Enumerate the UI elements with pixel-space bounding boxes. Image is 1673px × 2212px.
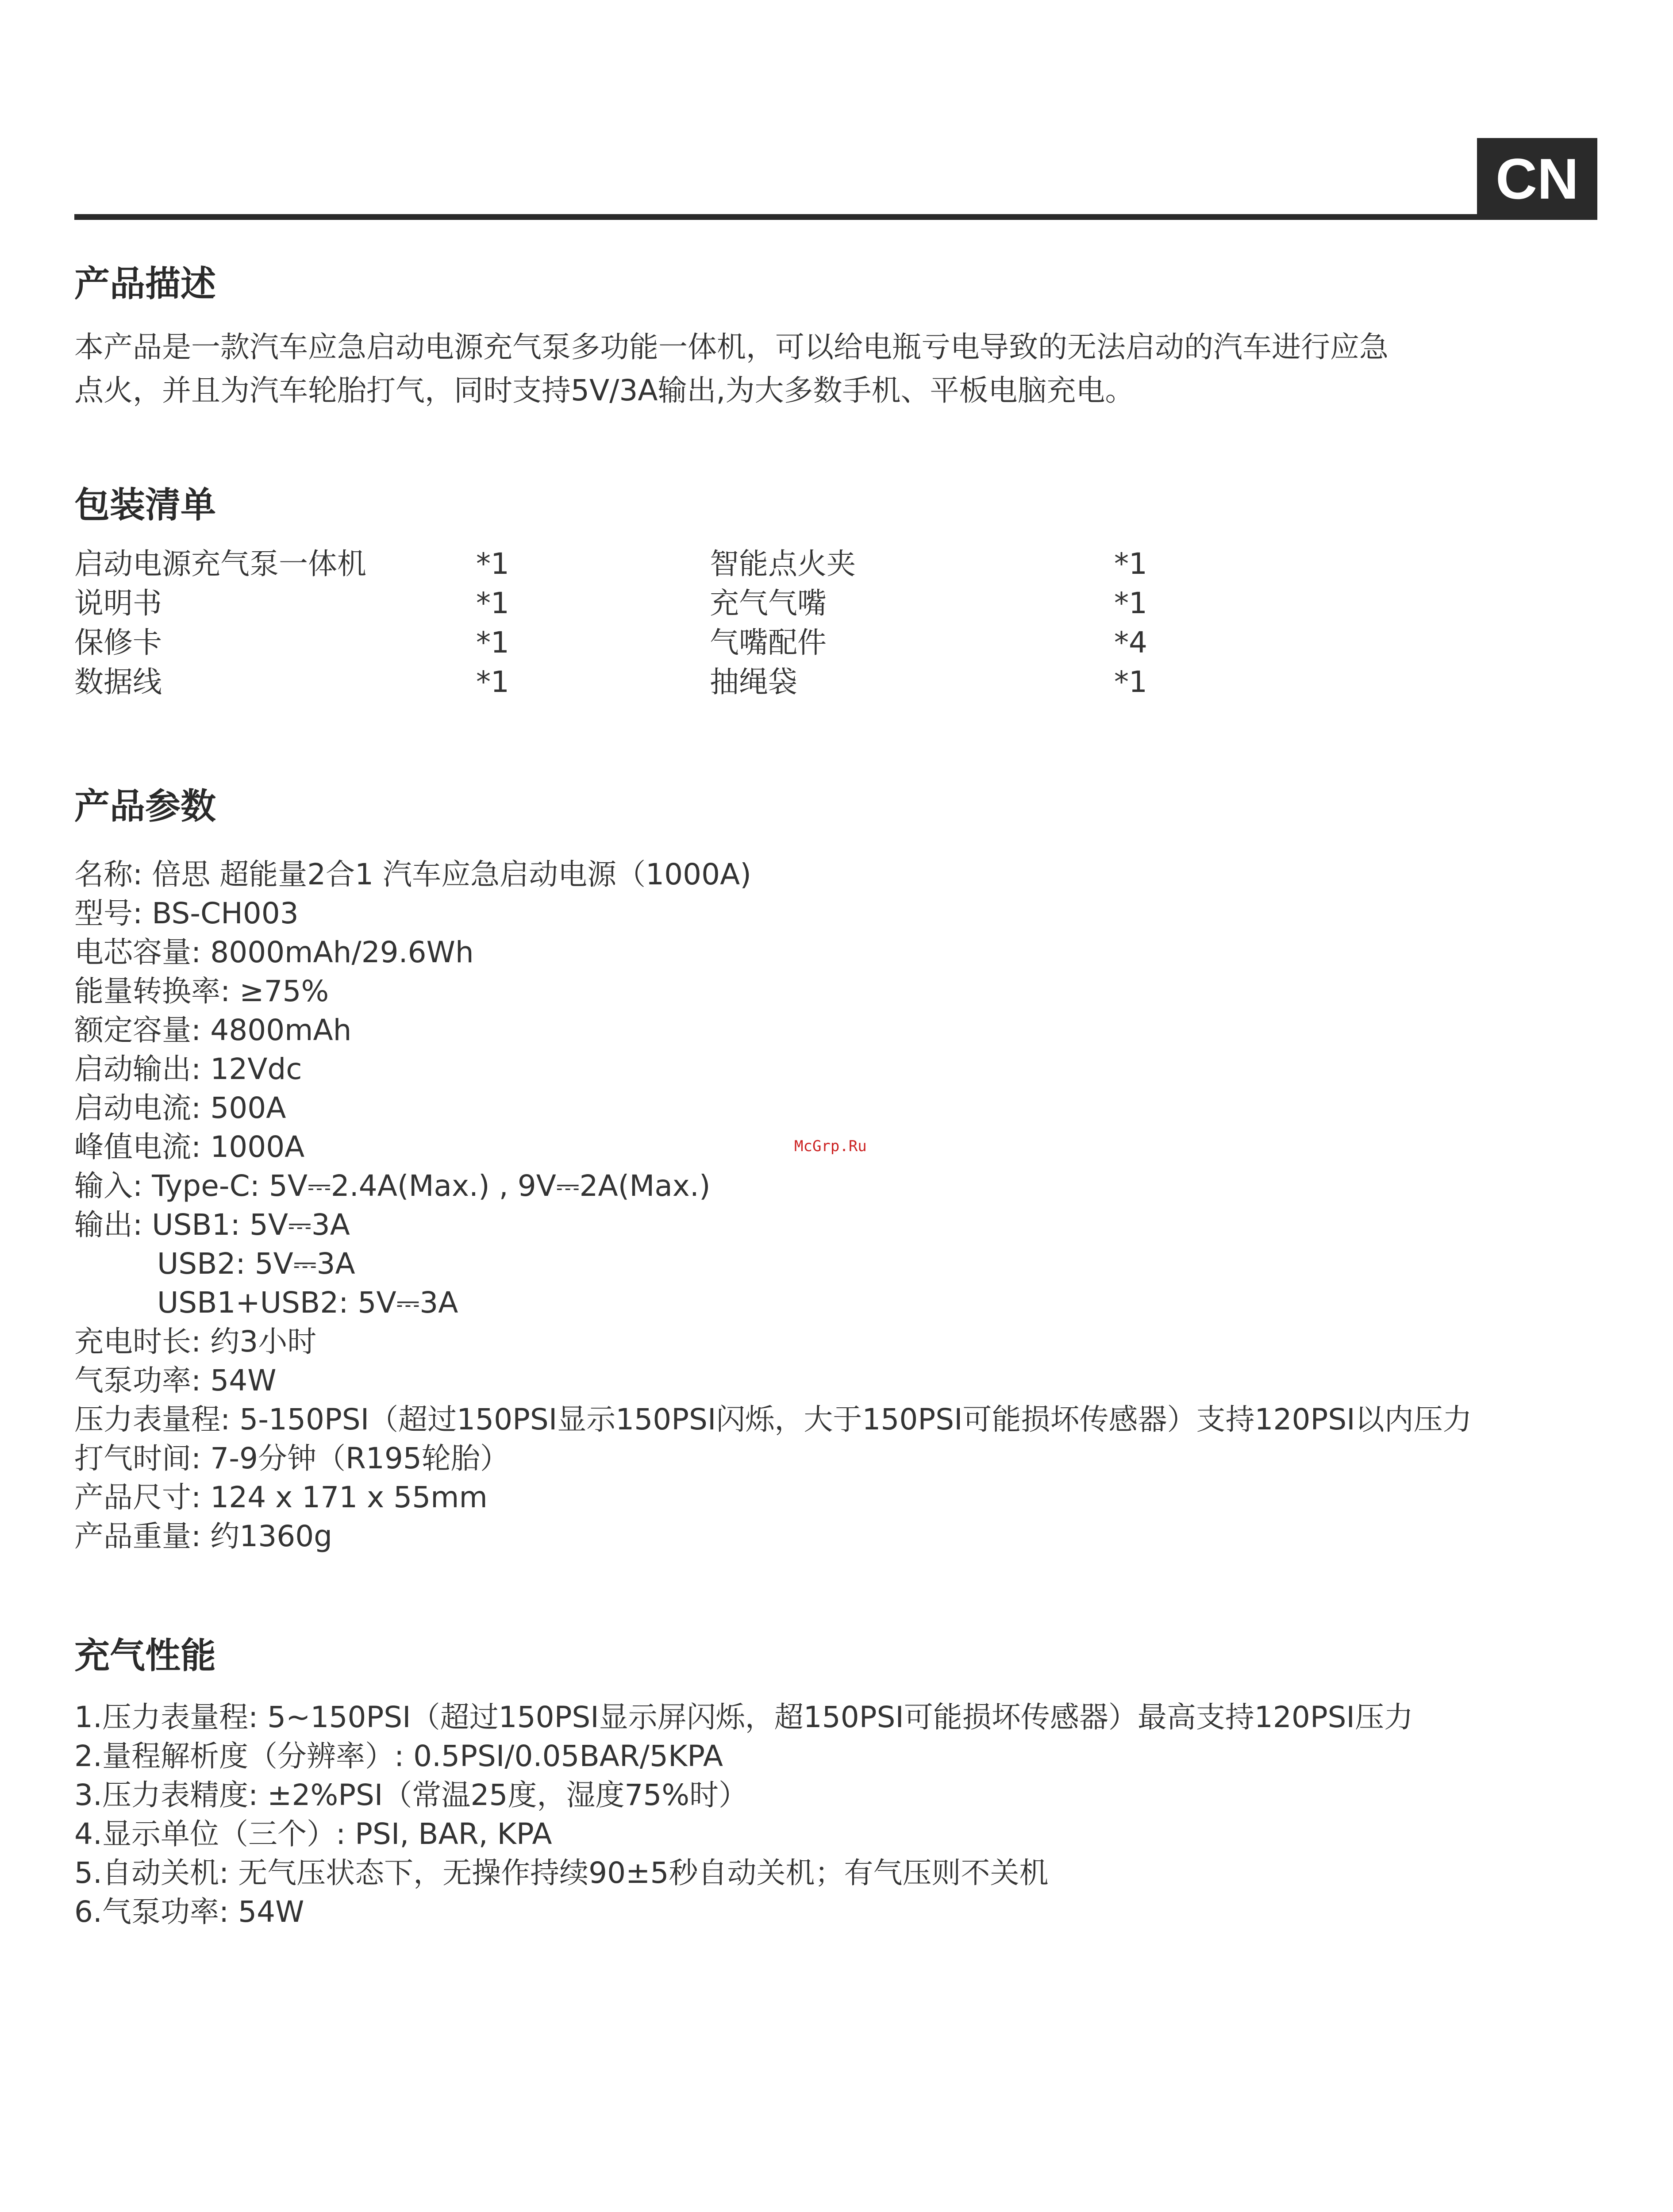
packing-qty: *1 — [476, 665, 509, 699]
packing-qty: *1 — [476, 547, 509, 581]
packing-item: 保修卡 — [74, 626, 162, 660]
inflation-line: 1.压力表量程: 5~150PSI（超过150PSI显示屏闪烁，超150PSI可能损坏传感器）最高支持120PSI压力 — [74, 1700, 1414, 1734]
packing-qty: *1 — [476, 586, 509, 620]
spec-line: USB2: 5V⎓3A — [157, 1247, 355, 1281]
spec-line: 打气时间: 7-9分钟（R195轮胎） — [74, 1441, 509, 1475]
inflation-line: 2.量程解析度（分辨率）: 0.5PSI/0.05BAR/5KPA — [74, 1739, 723, 1773]
spec-line: 峰值电流: 1000A — [74, 1130, 305, 1164]
spec-line: 启动电流: 500A — [74, 1091, 286, 1125]
spec-line: 型号: BS-CH003 — [74, 896, 299, 930]
spec-line: 额定容量: 4800mAh — [74, 1013, 352, 1047]
spec-line: 电芯容量: 8000mAh/29.6Wh — [74, 935, 474, 969]
spec-line: 启动输出: 12Vdc — [74, 1052, 302, 1086]
packing-heading: 包装清单 — [74, 484, 216, 526]
spec-line: USB1+USB2: 5V⎓3A — [157, 1286, 458, 1320]
spec-line: 气泵功率: 54W — [74, 1363, 277, 1398]
spec-line: 输出: USB1: 5V⎓3A — [74, 1208, 350, 1242]
spec-line: 输入: Type-C: 5V⎓2.4A(Max.) , 9V⎓2A(Max.) — [74, 1169, 711, 1203]
header-rule — [74, 214, 1481, 220]
spec-line: 产品尺寸: 124 x 171 x 55mm — [74, 1480, 488, 1514]
packing-item: 抽绳袋 — [710, 665, 797, 699]
spec-line: 名称: 倍思 超能量2合1 汽车应急启动电源（1000A) — [74, 857, 752, 891]
packing-item: 说明书 — [74, 586, 162, 620]
packing-qty: *1 — [1114, 665, 1147, 699]
spec-line: 产品重量: 约1360g — [74, 1519, 333, 1553]
language-badge: CN — [1477, 138, 1597, 220]
packing-qty: *1 — [476, 626, 509, 660]
inflation-line: 6.气泵功率: 54W — [74, 1895, 304, 1929]
specs-heading: 产品参数 — [74, 786, 216, 827]
packing-qty: *1 — [1114, 547, 1147, 581]
packing-item: 充气气嘴 — [710, 586, 827, 620]
packing-qty: *1 — [1114, 586, 1147, 620]
packing-item: 启动电源充气泵一体机 — [74, 547, 366, 581]
spec-line: 充电时长: 约3小时 — [74, 1325, 317, 1359]
description-heading: 产品描述 — [74, 263, 216, 304]
description-line-2: 点火，并且为汽车轮胎打气，同时支持5V/3A输出,为大多数手机、平板电脑充电。 — [74, 373, 1135, 407]
inflation-line: 3.压力表精度: ±2%PSI（常温25度，湿度75%时） — [74, 1778, 748, 1812]
inflation-line: 5.自动关机: 无气压状态下，无操作持续90±5秒自动关机；有气压则不关机 — [74, 1856, 1049, 1890]
packing-item: 气嘴配件 — [710, 626, 827, 660]
packing-item: 数据线 — [74, 665, 162, 699]
description-line-1: 本产品是一款汽车应急启动电源充气泵多功能一体机，可以给电瓶亏电导致的无法启动的汽车进行应急 — [74, 330, 1388, 364]
spec-line: 能量转换率: ≥75% — [74, 974, 329, 1008]
packing-qty: *4 — [1114, 626, 1147, 660]
inflation-line: 4.显示单位（三个）: PSI, BAR, KPA — [74, 1817, 552, 1851]
inflation-heading: 充气性能 — [74, 1635, 216, 1676]
watermark-text: McGrp.Ru — [794, 1137, 867, 1155]
spec-line: 压力表量程: 5-150PSI（超过150PSI显示150PSI闪烁，大于150PSI可能损坏传感器）支持120PSI以内压力 — [74, 1402, 1472, 1436]
packing-item: 智能点火夹 — [710, 547, 856, 581]
